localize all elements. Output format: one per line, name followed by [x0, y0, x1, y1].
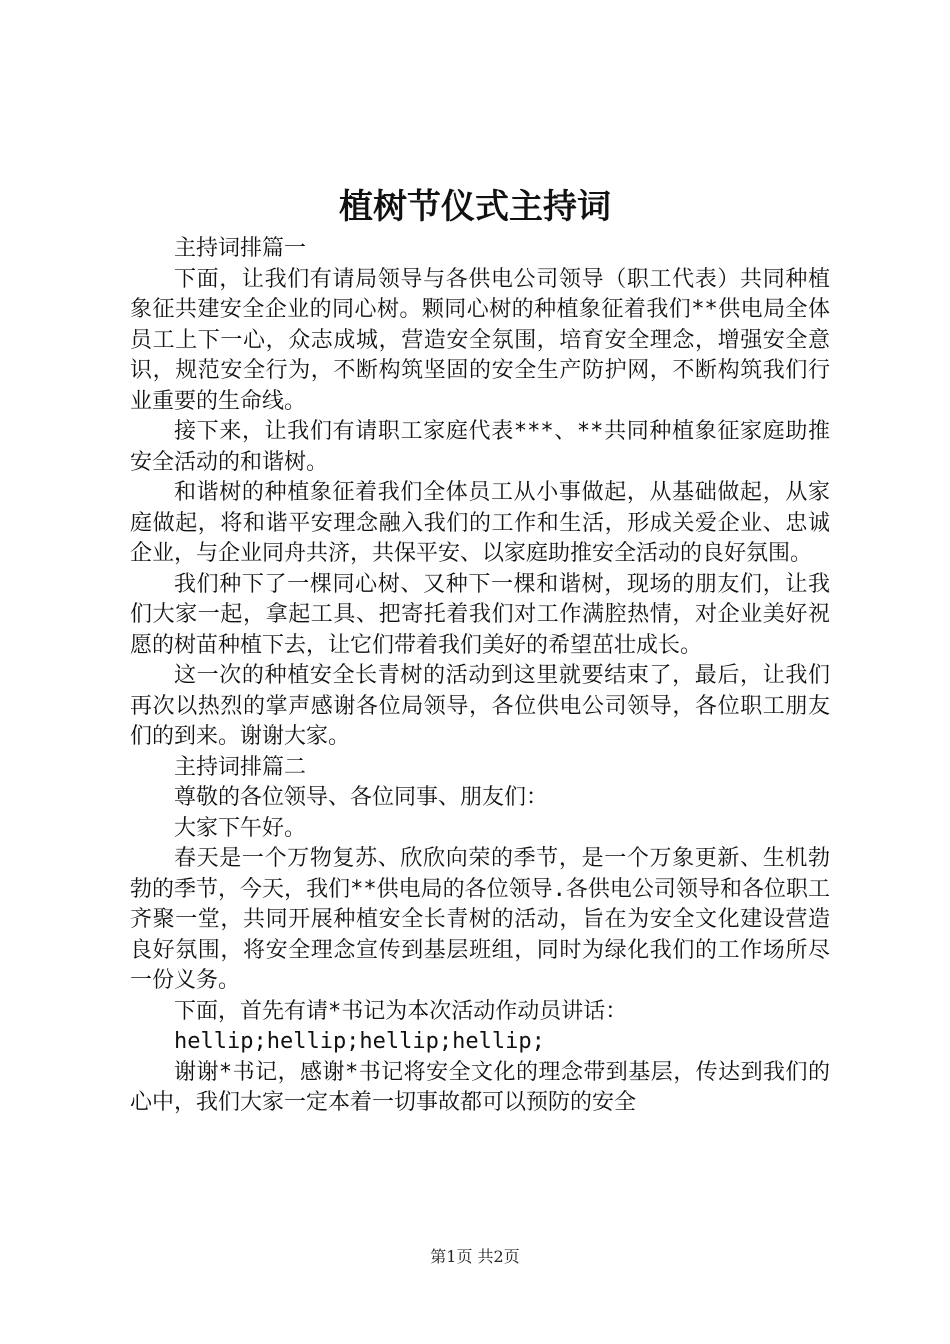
page-footer: 第1页 共2页 — [430, 1247, 520, 1266]
paragraph: 和谐树的种植象征着我们全体员工从小事做起，从基础做起，从家庭做起，将和谐平安理念融入我们的工作和生活，形成关爱企业、忠诚企业，与企业同舟共济，共保平安、以家庭助推安全活动的良好氛围。 — [130, 480, 830, 566]
paragraph: 谢谢*书记，感谢*书记将安全文化的理念带到基层，传达到我们的心中，我们大家一定本着一切事故都可以预防的安全 — [130, 1059, 830, 1115]
paragraph: 接下来，让我们有请职工家庭代表***、**共同种植象征家庭助推安全活动的和谐树。 — [130, 419, 830, 475]
paragraph: 尊敬的各位领导、各位同事、朋友们： — [174, 785, 549, 810]
section-heading: 主持词排篇一 — [174, 236, 307, 261]
paragraph: 下面，让我们有请局领导与各供电公司领导（职工代表）共同种植象征共建安全企业的同心树。颗同心树的种植象征着我们**供电局全体员工上下一心，众志成城，营造安全氛围，培育安全理念，增强安全意识，规范安全行为，不断构筑坚固的安全生产防护网，不断构筑我们行业重要的生命线。 — [130, 266, 830, 414]
paragraph: 下面，首先有请*书记为本次活动作动员讲话： — [174, 998, 628, 1024]
section-heading: 主持词排篇二 — [174, 754, 307, 780]
paragraph: hellip;hellip;hellip;hellip; — [174, 1029, 545, 1054]
paragraph: 这一次的种植安全长青树的活动到这里就要结束了，最后，让我们再次以热烈的掌声感谢各位局领导，各位供电公司领导，各位职工朋友们的到来。谢谢大家。 — [130, 663, 830, 749]
paragraph: 春天是一个万物复苏、欣欣向荣的季节，是一个万象更新、生机勃勃的季节，今天，我们**供电局的各位领导.各供电公司领导和各位职工齐聚一堂，共同开展种植安全长青树的活动，旨在为安全文化建设营造良好氛围，将安全理念宣传到基层班组，同时为绿化我们的工作场所尽一份义务。 — [130, 846, 830, 993]
document-title: 植树节仪式主持词 — [339, 187, 611, 227]
document-body — [130, 234, 830, 1119]
paragraph: 大家下午好。 — [174, 815, 307, 841]
paragraph: 我们种下了一棵同心树、又种下一棵和谐树，现场的朋友们，让我们大家一起，拿起工具、把寄托着我们对工作满腔热情，对企业美好祝愿的树苗种植下去，让它们带着我们美好的希望茁壮成长。 — [130, 571, 830, 658]
